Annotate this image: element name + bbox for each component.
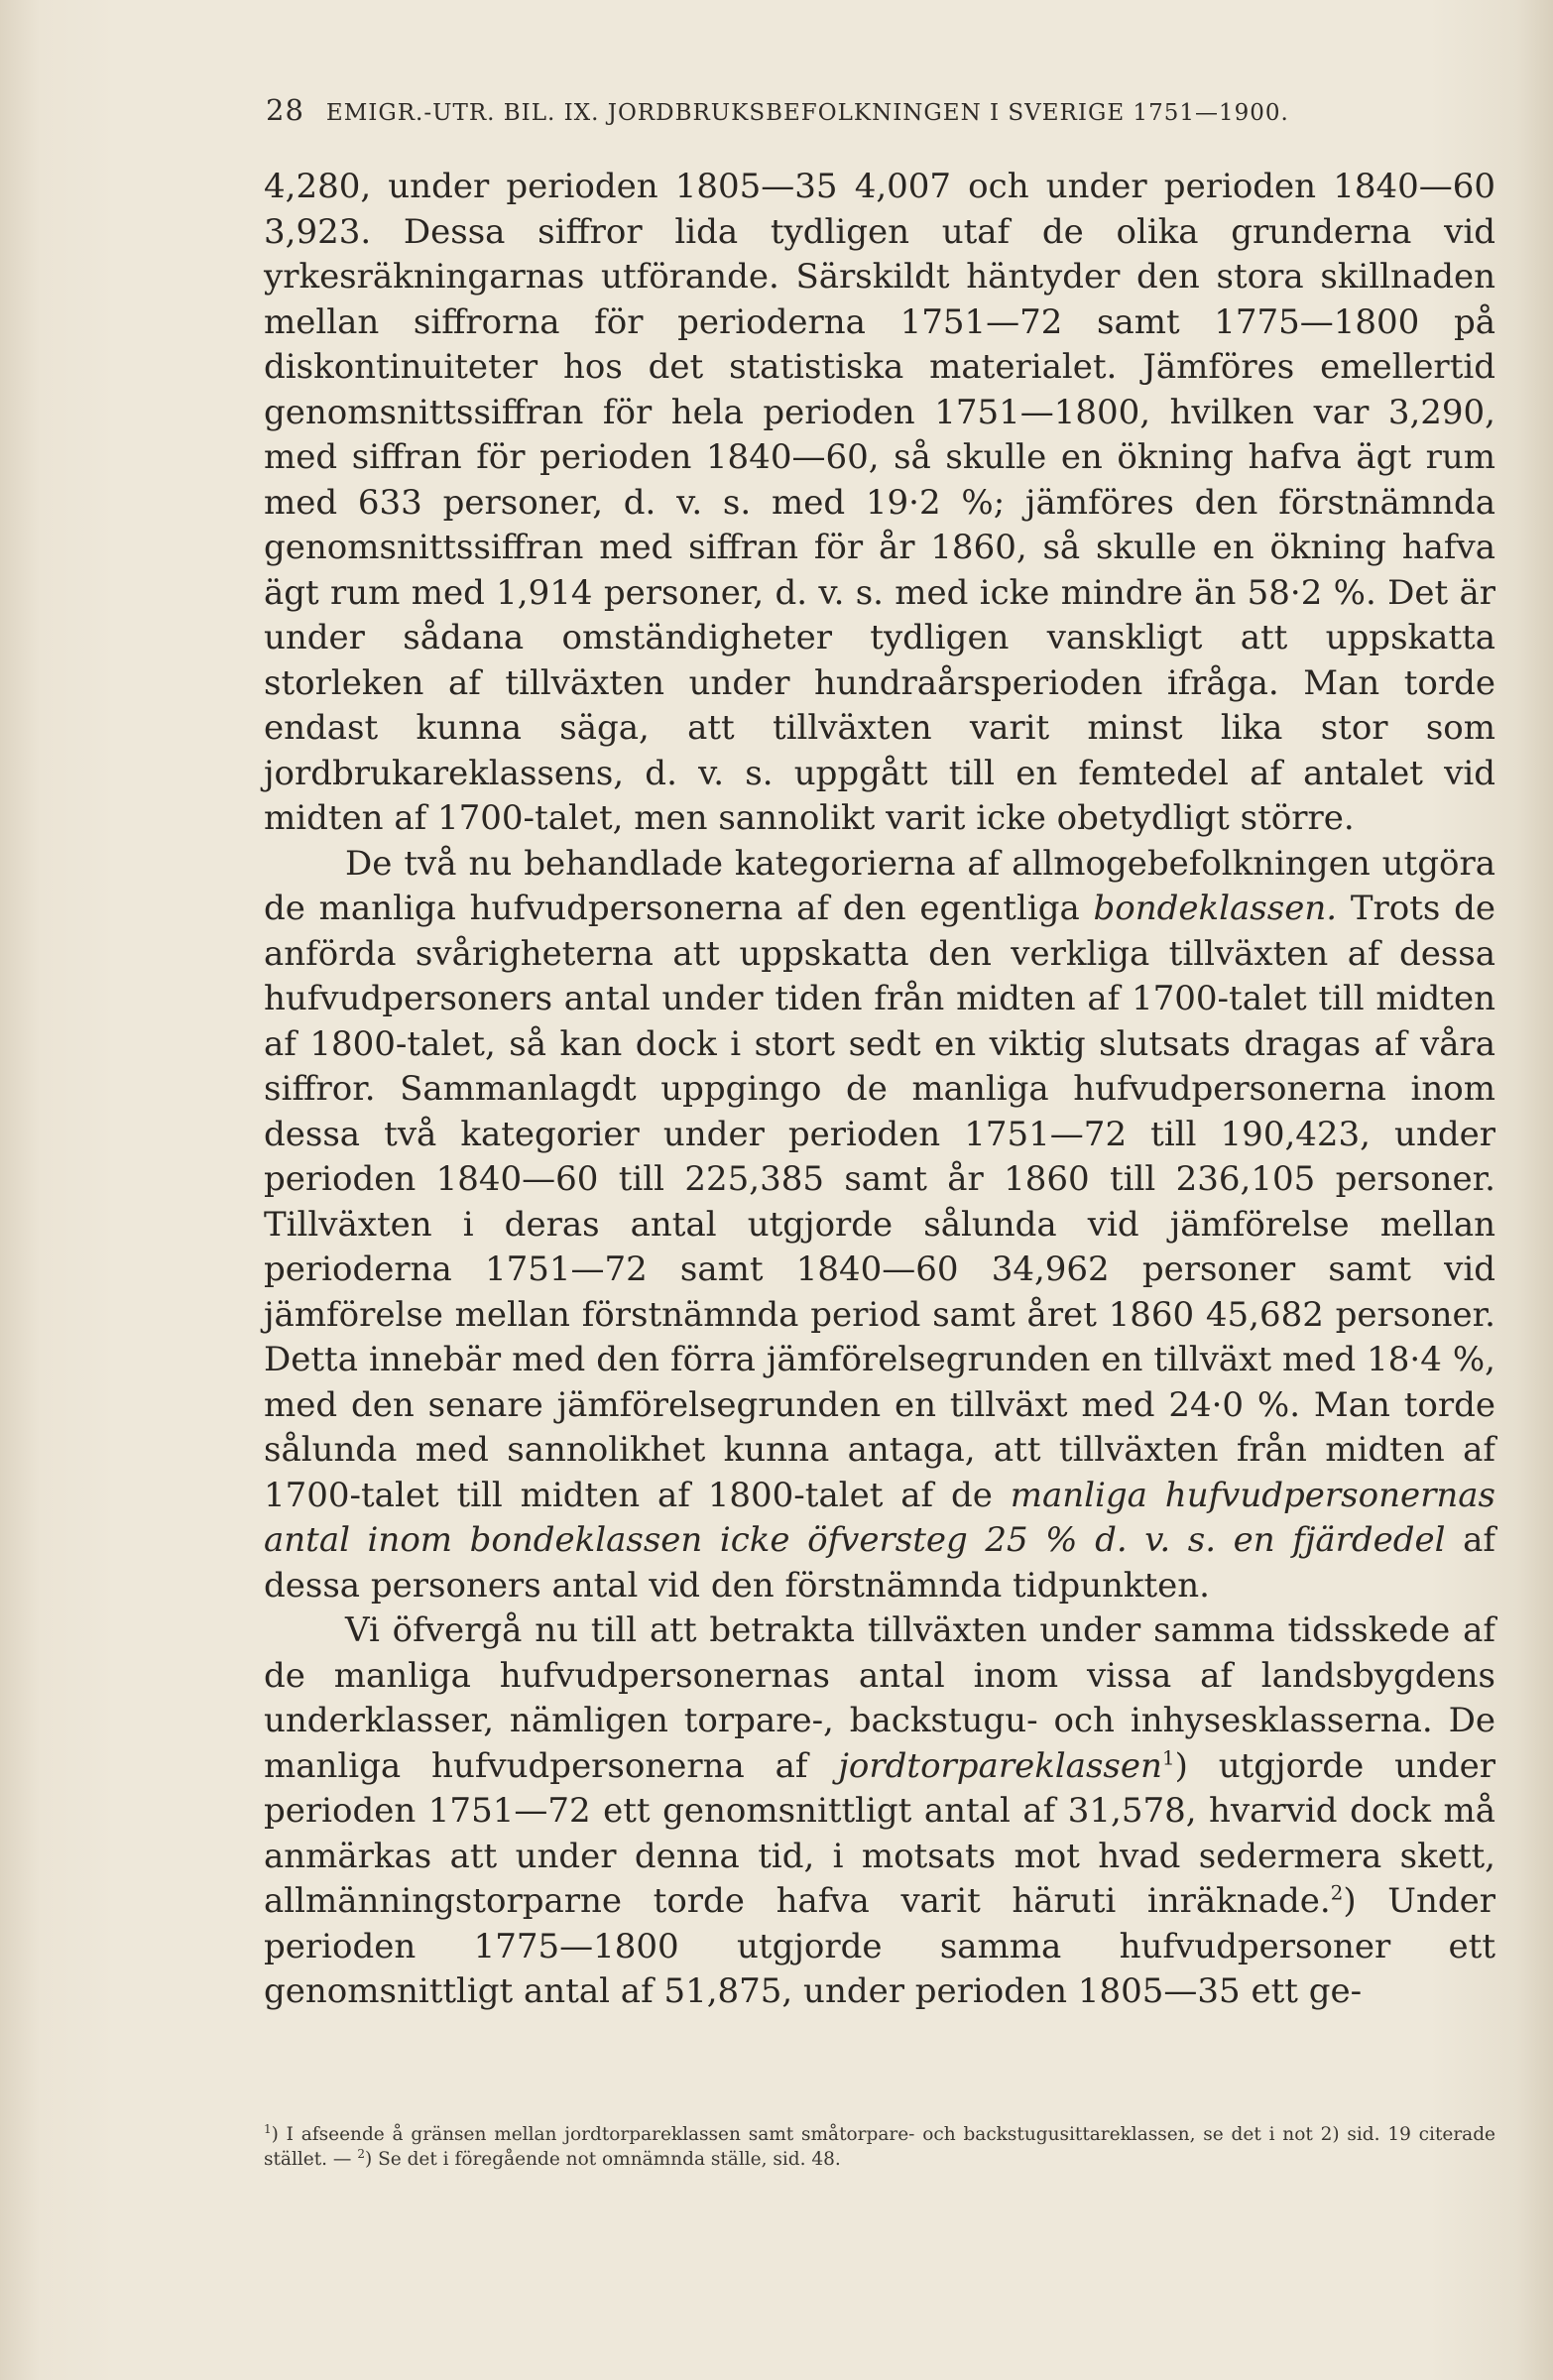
footnotes [264,2122,1495,2172]
running-header [266,93,1495,127]
paragraph-2-text-b: Trots de anförda svårigheterna att uppskatta den verkliga tillväxten af dessa hufvudpersoners antal under tiden från midten af 1700-talet till midten af 1800-talet, så kan dock i stort sedt en viktig slutsats dragas af våra siffror. Sammanlagdt uppgingo de manliga hufvudpersonerna inom dessa två kategorier under perioden 1751—72 till 190,423, under perioden 1840—60 till 225,385 samt år 1860 till 236,105 personer. Tillväxten i deras antal utgjorde sålunda vid jämförelse mellan perioderna 1751—72 samt 1840—60 34,962 personer samt vid jämförelse mellan förstnämnda period samt året 1860 45,682 personer. Detta innebär med den förra jämförelsegrunden en tillväxt med 18·4 %, med den senare jämförelsegrunden en tillväxt med 24·0 %. Man torde sålunda med sannolikhet kunna antaga, att tillväxten från midten af 1700-talet till midten af 1800-talet af de [264,889,1496,1515]
paragraph-2 [264,842,1495,1609]
emphasis-bondeklassen: bondeklassen. [1093,889,1338,928]
paragraph-1-text: 4,280, under perioden 1805—35 4,007 och under perioden 1840—60 3,923. Dessa siffror lida tydligen utaf de olika grunderna vid yrkesräkningarnas utförande. Särskildt häntyder den stora skillnaden mellan siffrorna för perioderna 1751—72 samt 1775—1800 på diskontinuiteter hos det statistiska materialet. Jämföres emellertid genomsnittssiffran för hela perioden 1751—1800, hvilken var 3,290, med siffran för perioden 1840—60, så skulle en ökning hafva ägt rum med 633 personer, d. v. s. med 19·2 %; jämföres den förstnämnda genomsnittssiffran med siffran för år 1860, så skulle en ökning hafva ägt rum med 1,914 personer, d. v. s. med icke mindre än 58·2 %. Det är under sådana omständigheter tydligen vanskligt att uppskatta storleken af tillväxten under hundraårsperioden ifråga. Man torde endast kunna säga, att tillväxten varit minst lika stor som jordbrukareklassens, d. v. s. uppgått till en femtedel af antalet vid midten af 1700-talet, men sannolikt varit icke obetydligt större. [264,167,1495,838]
paragraph-1 [264,165,1495,842]
footnote-marker-1: 1 [264,2121,272,2136]
page-number: 28 [266,93,304,127]
running-title: EMIGR.-UTR. BIL. IX. JORDBRUKSBEFOLKNINGEN I SVERIGE 1751—1900. [325,100,1289,126]
footnote-1-text: ) I afseende å gränsen mellan jordtorpareklassen samt småtorpare- och backstugusittareklassen, se det i not 2) sid. 19 citerade stället. — [264,2124,1495,2170]
paragraph-3-text-b: ) utgjorde under perioden 1751—72 ett genomsnittligt antal af 31,578, hvarvid dock må anmärkas att under denna tid, i motsats mot hvad sedermera skett, allmänningstorparne torde hafva varit häruti inräknade. [264,1745,1495,1921]
paragraph-3-text-a: Vi öfvergå nu till att betrakta tillväxten under samma tidsskede af de manliga hufvudpersonernas antal inom vissa af landsbygdens underklasser, nämligen torpare-, backstugu- och inhysesklasserna. De manliga hufvudpersonerna af [264,1610,1495,1786]
paragraph-3 [264,1608,1495,2015]
emphasis-conclusion: manliga hufvudpersonernas antal inom bondeklassen icke öfversteg 25 % d. v. s. en fjärdedel [264,1475,1495,1560]
paragraph-2-text-a: De två nu behandlade kategorierna af allmogebefolkningen utgöra de manliga hufvudpersonerna af den egentliga [264,843,1495,928]
paragraph-2-text-c: af dessa personers antal vid den förstnämnda tidpunkten. [264,1520,1495,1606]
emphasis-jordtorpareklassen: jordtorpareklassen [838,1745,1162,1786]
footnote-ref-1: 1 [1161,1745,1175,1770]
paragraph-3-text-c: ) Under perioden 1775—1800 utgjorde samma hufvudpersoner ett genomsnittligt antal af 51,875, under perioden 1805—35 ett ge- [264,1881,1495,2011]
footnote-marker-2: 2 [357,2146,365,2161]
footnote-block [264,2122,1495,2172]
footnote-2-text: ) Se det i föregående not omnämnda ställe, sid. 48. [364,2149,841,2170]
footnote-ref-2: 2 [1330,1880,1344,1905]
body-text [264,165,1495,2015]
